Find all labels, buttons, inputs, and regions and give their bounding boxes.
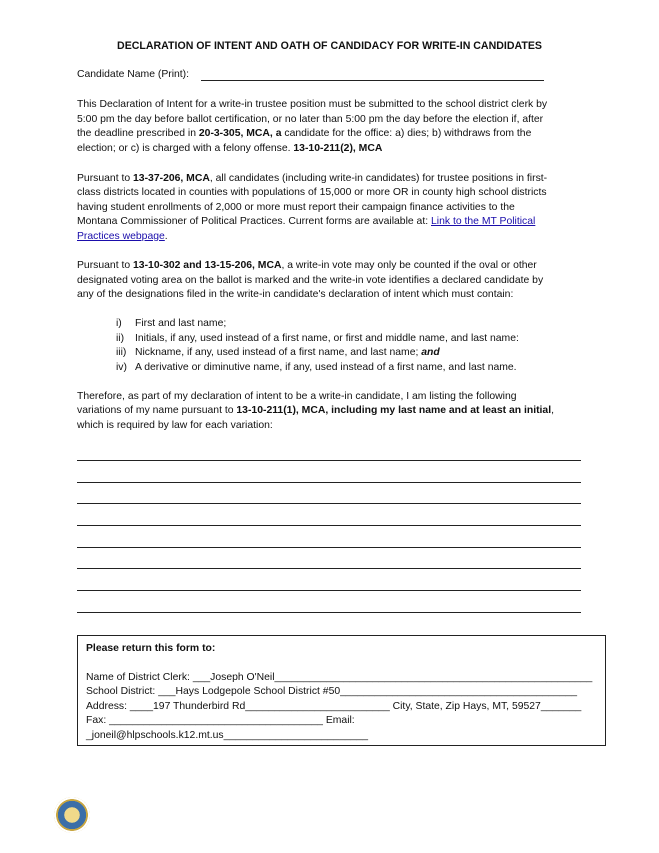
- district-clerk-value[interactable]: ___Joseph O'Neil_______________________________________________________: [192, 672, 593, 683]
- district-clerk-row: Name of District Clerk: ___Joseph O'Neil_______________________________________________________: [86, 672, 593, 683]
- para2-line2: class districts located in counties with populations of 15,000 or more OR in county high school districts: [77, 187, 547, 198]
- para3-line1: Pursuant to 13-10-302 and 13-15-206, MCA, a write-in vote may only be counted if the oval or other: [77, 260, 537, 271]
- school-district-row: School District: ___Hays Lodgepole School District #50_________________________________________: [86, 686, 578, 697]
- candidate-name-field[interactable]: [201, 80, 544, 81]
- return-box-heading: Please return this form to:: [86, 643, 216, 654]
- school-district-value[interactable]: ___Hays Lodgepole School District #50_________________________________________: [158, 686, 578, 697]
- para4-line3: which is required by law for each variation:: [77, 420, 273, 431]
- list-item: A derivative or diminutive name, if any, used instead of a first name, and last name.: [135, 362, 517, 373]
- name-variation-line[interactable]: [77, 503, 581, 504]
- para2-line1: Pursuant to 13-37-206, MCA, all candidates (including write-in candidates) for trustee positions in first-: [77, 173, 548, 184]
- name-variation-line[interactable]: [77, 460, 581, 461]
- name-variation-line[interactable]: [77, 568, 581, 569]
- list-item-num: i): [116, 318, 122, 329]
- address-row: Address: ____197 Thunderbird Rd_________________________ City, State, Zip Hays, MT, 59527_______: [86, 701, 582, 712]
- para2-line5: Practices webpage.: [77, 231, 168, 242]
- candidate-name-label: Candidate Name (Print):: [77, 69, 190, 80]
- para4-line1: Therefore, as part of my declaration of intent to be a write-in candidate, I am listing the following: [77, 391, 517, 402]
- name-variation-line[interactable]: [77, 525, 581, 526]
- political-practices-link-cont[interactable]: Practices webpage: [77, 231, 165, 242]
- para2-line3: having student enrollments of 2,000 or more must report their campaign finance activities to the: [77, 202, 515, 213]
- name-variation-line[interactable]: [77, 612, 581, 613]
- fax-email-row: Fax: _____________________________________ Email:: [86, 715, 355, 726]
- list-item-num: ii): [116, 333, 125, 344]
- para1-line4: election; or c) is charged with a felony offense. 13-10-211(2), MCA: [77, 143, 383, 154]
- fax-value[interactable]: _____________________________________: [109, 715, 323, 726]
- para1-line1: This Declaration of Intent for a write-in trustee position must be submitted to the school district clerk by: [77, 99, 548, 110]
- page-title: DECLARATION OF INTENT AND OATH OF CANDIDACY FOR WRITE-IN CANDIDATES: [117, 40, 542, 52]
- name-variation-line[interactable]: [77, 547, 581, 548]
- name-variation-line[interactable]: [77, 590, 581, 591]
- para4-line2: variations of my name pursuant to 13-10-211(1), MCA, including my last name and at least an initial,: [77, 405, 554, 416]
- list-item-num: iv): [116, 362, 127, 373]
- list-item-num: iii): [116, 347, 127, 358]
- city-state-zip-value[interactable]: Hays, MT, 59527_______: [462, 701, 582, 712]
- para3-line2: designated voting area on the ballot is marked and the write-in vote identifies a declared candidate by: [77, 275, 544, 286]
- list-item: Nickname, if any, used instead of a first name, and last name; and: [135, 347, 440, 358]
- para3-line3: any of the designations filed in the write-in candidate's declaration of intent which must contain:: [77, 289, 514, 300]
- para1-line2: 5:00 pm the day before ballot certification, or no later than 5:00 pm the day before the election if, after: [77, 114, 544, 125]
- list-item: First and last name;: [135, 318, 227, 329]
- address-value[interactable]: ____197 Thunderbird Rd_________________________: [129, 701, 390, 712]
- name-variation-line[interactable]: [77, 482, 581, 483]
- para2-line4: Montana Commissioner of Political Practices. Current forms are available at: Link to the MT Political: [77, 216, 536, 227]
- email-value[interactable]: _joneil@hlpschools.k12.mt.us_________________________: [86, 730, 369, 741]
- state-seal-icon: [54, 797, 90, 833]
- political-practices-link[interactable]: Link to the MT Political: [431, 216, 536, 227]
- para1-line3: the deadline prescribed in 20-3-305, MCA, a candidate for the office: a) dies; b) withdraws from the: [77, 128, 532, 139]
- list-item: Initials, if any, used instead of a first name, or first and middle name, and last name:: [135, 333, 519, 344]
